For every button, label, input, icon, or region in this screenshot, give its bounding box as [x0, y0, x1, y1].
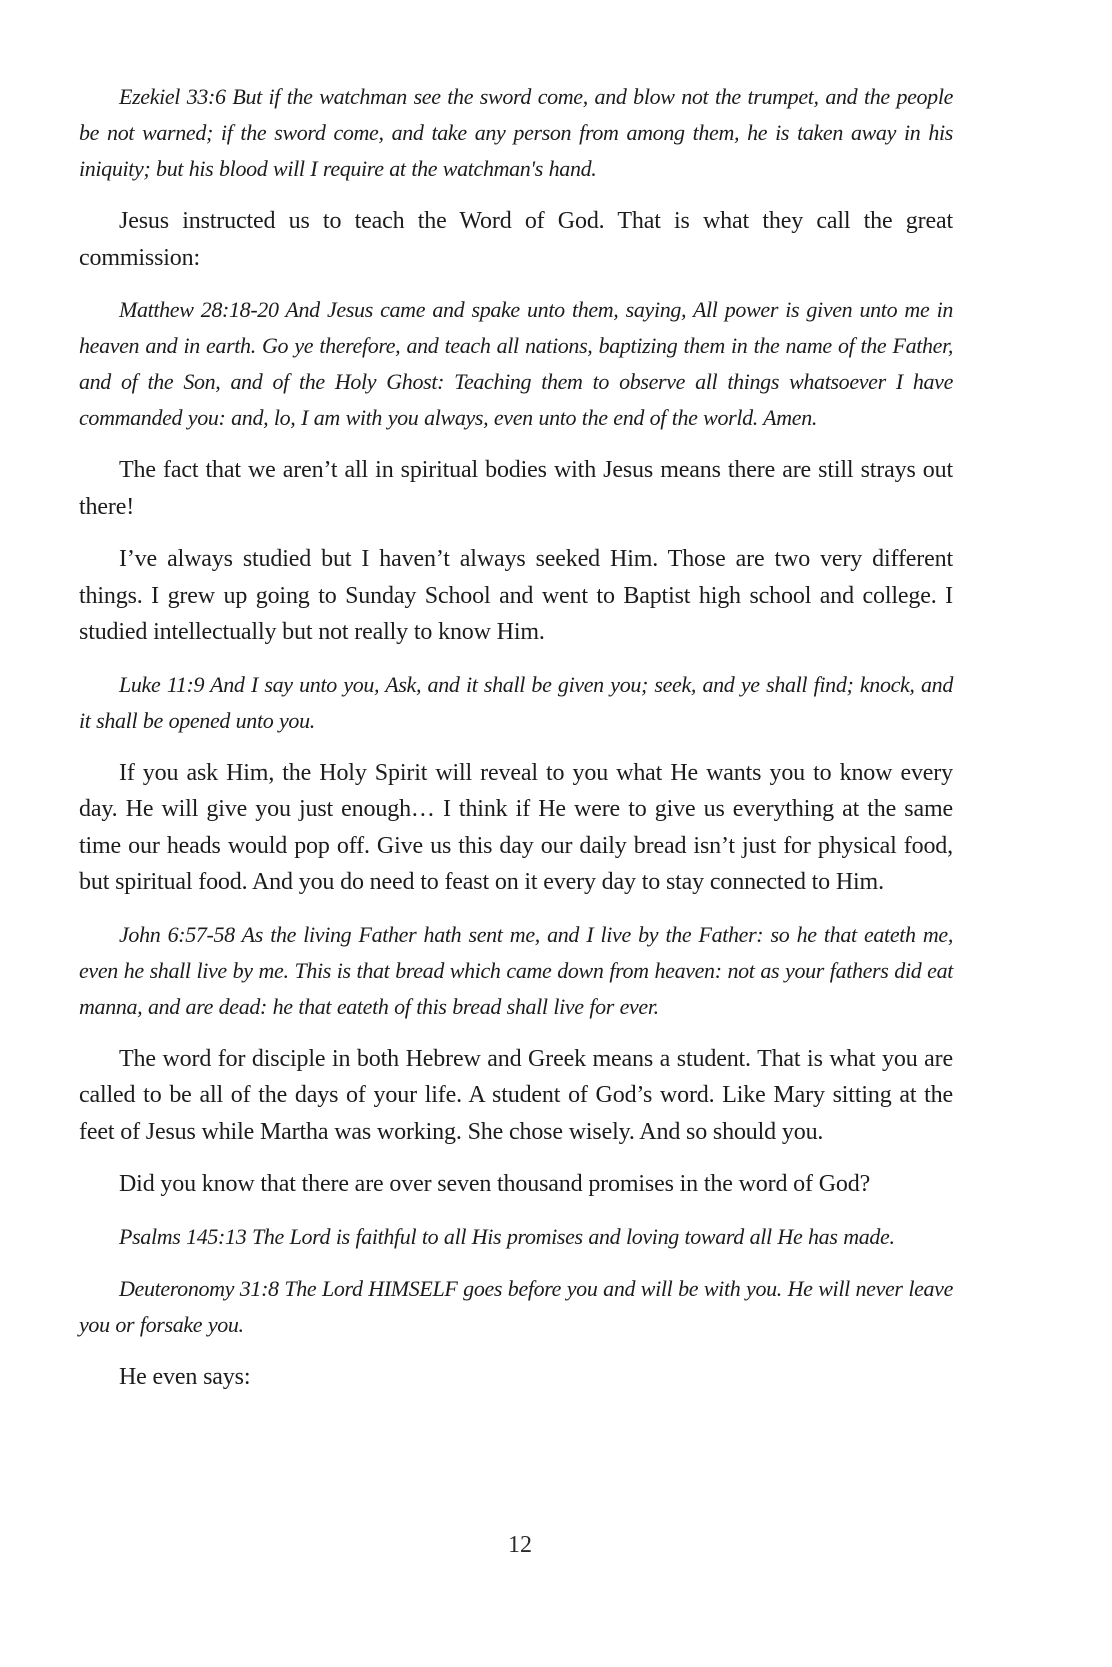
verse-luke-11-9: Luke 11:9 And I say unto you, Ask, and it shall be given you; seek, and ye shall find; knock, and it shall be opened unto you. [79, 671, 953, 733]
paragraph-studied: I’ve always studied but I haven’t always seeked Him. Those are two very different things. I grew up going to Sunday School and went to Baptist high school and college. I studied intellectually but not really to know Him. [79, 546, 953, 645]
verse-john-6-57-58: John 6:57-58 As the living Father hath sent me, and I live by the Father: so he that eateth me, even he shall live by me. This is that bread which came down from heaven: not as your fathers did eat manna, and are dead: he that eateth of this bread shall live for ever. [79, 921, 953, 1019]
verse-ezekiel-33-6: Ezekiel 33:6 But if the watchman see the sword come, and blow not the trumpet, and the people be not warned; if the sword come, and take any person from among them, he is taken away in his iniquity; but his blood will I require at the watchman's hand. [79, 84, 953, 181]
paragraph-he-even-says: He even says: [119, 1363, 251, 1390]
paragraph-great-commission: Jesus instructed us to teach the Word of God. That is what they call the great commission: [79, 208, 953, 271]
paragraph-holy-spirit: If you ask Him, the Holy Spirit will reveal to you what He wants you to know every day. He will give you just enough… I think if He were to give us everything at the same time our heads would pop off. Give us this day our daily bread isn’t just for physical food, but spiritual food. And you do need to feast on it every day to stay connected to Him. [79, 759, 953, 895]
verse-matthew-28-18-20: Matthew 28:18-20 And Jesus came and spake unto them, saying, All power is given unto me in heaven and in earth. Go ye therefore, and teach all nations, baptizing them in the name of the Father, and of the Son, and of the Holy Ghost: Teaching them to observe all things whatsoever I have commanded you: and, lo, I am with you always, even unto the end of the world. Amen. [79, 297, 953, 430]
paragraph-disciple: The word for disciple in both Hebrew and Greek means a student. That is what you are called to be all of the days of your life. A student of God’s word. Like Mary sitting at the feet of Jesus while Martha was working. She chose wisely. And so should you. [79, 1045, 953, 1145]
page-number: 12 [508, 1532, 532, 1558]
paragraph-promises: Did you know that there are over seven thousand promises in the word of God? [119, 1171, 871, 1197]
verse-psalms-145-13: Psalms 145:13 The Lord is faithful to all His promises and loving toward all He has made. [119, 1223, 895, 1249]
verse-deuteronomy-31-8: Deuteronomy 31:8 The Lord HIMSELF goes before you and will be with you. He will never leave you or forsake you. [79, 1275, 953, 1337]
paragraph-strays: The fact that we aren’t all in spiritual bodies with Jesus means there are still strays out there! [79, 457, 953, 520]
page-content [79, 79, 953, 1411]
